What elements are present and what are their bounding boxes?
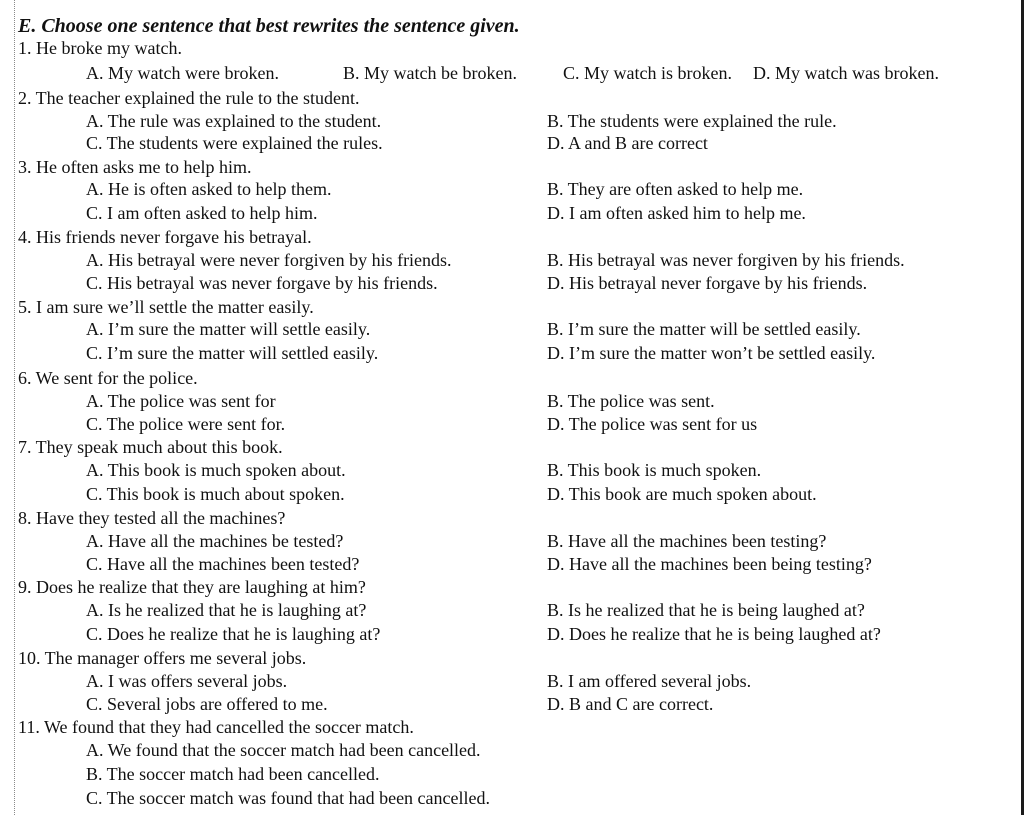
- question-4-stem: 4. His friends never forgave his betrayal.: [18, 227, 312, 247]
- question-7-option-b: B. This book is much spoken.: [547, 460, 762, 480]
- question-3-option-d: D. I am often asked him to help me.: [547, 203, 806, 223]
- question-11-option-c: C. The soccer match was found that had been cancelled.: [86, 788, 491, 808]
- question-9-option-a: A. Is he realized that he is laughing at?: [86, 600, 367, 620]
- question-1-option-d: D. My watch was broken.: [753, 63, 939, 83]
- question-9-option-c: C. Does he realize that he is laughing at?: [86, 624, 381, 644]
- question-10-option-a: A. I was offers several jobs.: [86, 671, 288, 691]
- question-10-option-d: D. B and C are correct.: [547, 694, 714, 714]
- question-2-option-d: D. A and B are correct: [547, 133, 708, 153]
- question-7-stem: 7. They speak much about this book.: [18, 437, 283, 457]
- question-5-option-b: B. I’m sure the matter will be settled easily.: [547, 319, 861, 339]
- question-5-option-d: D. I’m sure the matter won’t be settled easily.: [547, 343, 876, 363]
- question-4-option-a: A. His betrayal were never forgiven by his friends.: [86, 250, 452, 270]
- question-9-stem: 9. Does he realize that they are laughing at him?: [18, 577, 366, 597]
- margin-dotted-line: [14, 0, 15, 815]
- question-6-option-b: B. The police was sent.: [547, 391, 715, 411]
- question-3-option-c: C. I am often asked to help him.: [86, 203, 318, 223]
- question-10-option-c: C. Several jobs are offered to me.: [86, 694, 328, 714]
- question-11-stem: 11. We found that they had cancelled the soccer match.: [18, 717, 414, 737]
- question-8-option-d: D. Have all the machines been being testing?: [547, 554, 872, 574]
- question-4-option-b: B. His betrayal was never forgiven by his friends.: [547, 250, 905, 270]
- exercise-title: E. Choose one sentence that best rewrites the sentence given.: [18, 15, 520, 37]
- question-2-stem: 2. The teacher explained the rule to the student.: [18, 88, 360, 108]
- question-9-option-d: D. Does he realize that he is being laughed at?: [547, 624, 881, 644]
- question-6-option-a: A. The police was sent for: [86, 391, 276, 411]
- question-8-option-a: A. Have all the machines be tested?: [86, 531, 344, 551]
- question-1-option-a: A. My watch were broken.: [86, 63, 279, 83]
- question-4-option-c: C. His betrayal was never forgave by his friends.: [86, 273, 438, 293]
- question-3-option-b: B. They are often asked to help me.: [547, 179, 804, 199]
- question-7-option-d: D. This book are much spoken about.: [547, 484, 817, 504]
- question-4-option-d: D. His betrayal never forgave by his friends.: [547, 273, 868, 293]
- question-6-option-c: C. The police were sent for.: [86, 414, 286, 434]
- question-5-option-a: A. I’m sure the matter will settle easily.: [86, 319, 371, 339]
- question-6-stem: 6. We sent for the police.: [18, 368, 198, 388]
- question-11-option-a: A. We found that the soccer match had been cancelled.: [86, 740, 481, 760]
- question-10-stem: 10. The manager offers me several jobs.: [18, 648, 307, 668]
- question-2-option-a: A. The rule was explained to the student.: [86, 111, 382, 131]
- question-9-option-b: B. Is he realized that he is being laughed at?: [547, 600, 865, 620]
- question-5-option-c: C. I’m sure the matter will settled easily.: [86, 343, 379, 363]
- question-6-option-d: D. The police was sent for us: [547, 414, 758, 434]
- question-3-stem: 3. He often asks me to help him.: [18, 157, 252, 177]
- question-2-option-b: B. The students were explained the rule.: [547, 111, 837, 131]
- question-1-option-b: B. My watch be broken.: [343, 63, 517, 83]
- question-1-option-c: C. My watch is broken.: [563, 63, 732, 83]
- question-8-option-b: B. Have all the machines been testing?: [547, 531, 827, 551]
- question-1-stem: 1. He broke my watch.: [18, 38, 182, 58]
- question-10-option-b: B. I am offered several jobs.: [547, 671, 752, 691]
- question-11-option-b: B. The soccer match had been cancelled.: [86, 764, 380, 784]
- question-7-option-a: A. This book is much spoken about.: [86, 460, 346, 480]
- question-5-stem: 5. I am sure we’ll settle the matter easily.: [18, 297, 314, 317]
- question-3-option-a: A. He is often asked to help them.: [86, 179, 332, 199]
- question-8-stem: 8. Have they tested all the machines?: [18, 508, 286, 528]
- question-8-option-c: C. Have all the machines been tested?: [86, 554, 360, 574]
- question-7-option-c: C. This book is much about spoken.: [86, 484, 345, 504]
- question-2-option-c: C. The students were explained the rules.: [86, 133, 383, 153]
